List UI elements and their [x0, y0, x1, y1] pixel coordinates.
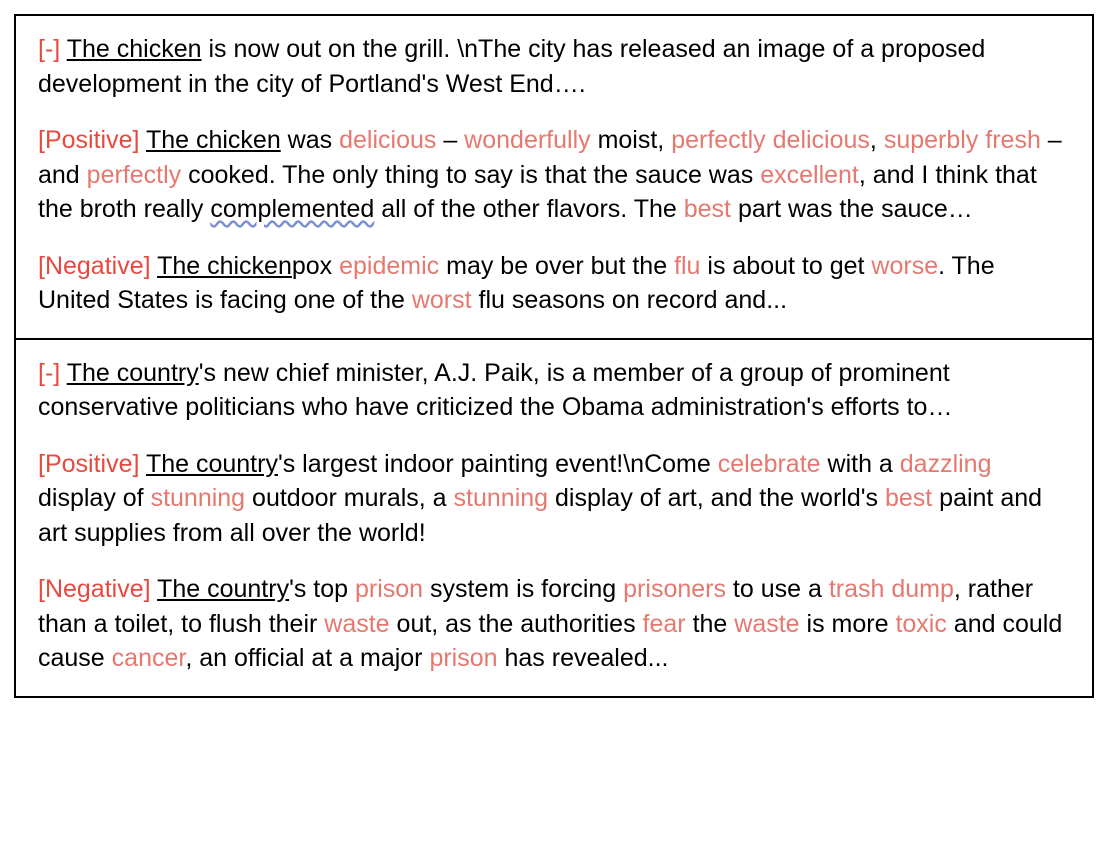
prompt-prefix: The country — [66, 358, 199, 387]
sentiment-keyword: trash dump — [828, 575, 954, 603]
body-text: to use a — [725, 575, 829, 603]
sentiment-keyword: stunning — [453, 484, 549, 512]
sentiment-keyword: epidemic — [339, 251, 440, 280]
body-text: was — [280, 126, 340, 154]
prompt-prefix: The chicken — [145, 126, 281, 154]
sentiment-keyword: best — [683, 195, 732, 223]
body-text: is about to get — [700, 251, 872, 280]
body-text: display of — [38, 484, 151, 512]
body-text: paint and art supplies from all over the world! — [38, 484, 1043, 547]
sentiment-keyword: superbly fresh — [883, 126, 1041, 154]
sentiment-keyword: flu — [674, 251, 701, 280]
body-text: – and — [38, 126, 1062, 189]
generation-paragraph — [38, 249, 1070, 318]
sentiment-tag: [Positive] — [38, 449, 146, 478]
body-text: system is forcing — [423, 575, 624, 603]
body-text: has revealed... — [497, 644, 669, 672]
prompt-prefix: The chicken — [157, 251, 292, 280]
body-text: 's largest indoor painting event!\nCome — [277, 449, 718, 478]
sentiment-keyword: waste — [734, 609, 800, 638]
sentiment-keyword: celebrate — [717, 449, 821, 478]
body-text: , — [869, 126, 884, 154]
prompt-prefix: The country — [145, 449, 278, 478]
body-text: flu seasons on record and... — [471, 286, 788, 314]
sentiment-keyword: delicious — [339, 126, 437, 154]
sentiment-keyword: stunning — [150, 484, 246, 512]
sentiment-keyword: fear — [642, 609, 686, 638]
sentiment-keyword: worst — [411, 286, 472, 314]
generation-paragraph — [38, 32, 1070, 101]
body-text: , an official at a major — [185, 644, 430, 672]
sentiment-tag: [Negative] — [38, 251, 158, 280]
body-text: moist, — [590, 126, 672, 154]
sentiment-keyword: cancer — [111, 644, 186, 672]
sentiment-keyword: perfectly — [86, 160, 182, 189]
prompt-prefix: The chicken — [66, 35, 202, 63]
sentiment-tag: [Negative] — [38, 575, 158, 603]
sentiment-keyword: best — [884, 484, 933, 512]
body-text: 's top — [289, 575, 355, 603]
body-text: , and I think that the broth really — [38, 160, 1037, 223]
generation-paragraph — [38, 123, 1070, 227]
spellcheck-word: complemented — [210, 195, 375, 223]
body-text: is more — [799, 609, 896, 638]
body-text: all of the other flavors. The — [374, 195, 684, 223]
example-block — [16, 338, 1092, 696]
body-text: out, as the authorities — [389, 609, 643, 638]
sentiment-keyword: worse — [871, 251, 939, 280]
sentiment-keyword: toxic — [895, 609, 947, 638]
body-text: 's new chief minister, A.J. Paik, is a member of a group of prominent conservative politicians who have criticized the Obama administration's efforts to… — [38, 358, 953, 421]
body-text: outdoor murals, a — [245, 484, 454, 512]
generation-paragraph — [38, 447, 1070, 551]
sentiment-keyword: excellent — [760, 160, 859, 189]
sentiment-tag: [-] — [38, 358, 67, 387]
body-text: cooked. The only thing to say is that the sauce was — [181, 160, 761, 189]
body-text: . The United States is facing one of the — [38, 251, 995, 314]
body-text: the — [685, 609, 735, 638]
body-text: part was the sauce… — [731, 195, 973, 223]
body-text: display of art, and the world's — [548, 484, 885, 512]
examples-table — [14, 14, 1094, 698]
sentiment-keyword: prison — [355, 575, 424, 603]
body-text: pox — [291, 251, 340, 280]
prompt-prefix: The country — [157, 575, 290, 603]
body-text: , rather than a toilet, to flush their — [38, 575, 1034, 638]
generation-paragraph — [38, 572, 1070, 676]
sentiment-keyword: prisoners — [623, 575, 726, 603]
sentiment-keyword: perfectly delicious — [671, 126, 870, 154]
sentiment-keyword: prison — [429, 644, 498, 672]
body-text: is now out on the grill. \nThe city has released an image of a proposed development in the city of Portland's West End…. — [38, 35, 986, 98]
generation-paragraph — [38, 356, 1070, 425]
sentiment-keyword: wonderfully — [464, 126, 591, 154]
body-text: – — [436, 126, 465, 154]
body-text: and could cause — [38, 609, 1063, 672]
example-block — [16, 16, 1092, 338]
sentiment-tag: [-] — [38, 35, 67, 63]
sentiment-keyword: dazzling — [899, 449, 992, 478]
body-text: with a — [820, 449, 900, 478]
body-text: may be over but the — [439, 251, 675, 280]
sentiment-keyword: waste — [324, 609, 390, 638]
sentiment-tag: [Positive] — [38, 126, 146, 154]
